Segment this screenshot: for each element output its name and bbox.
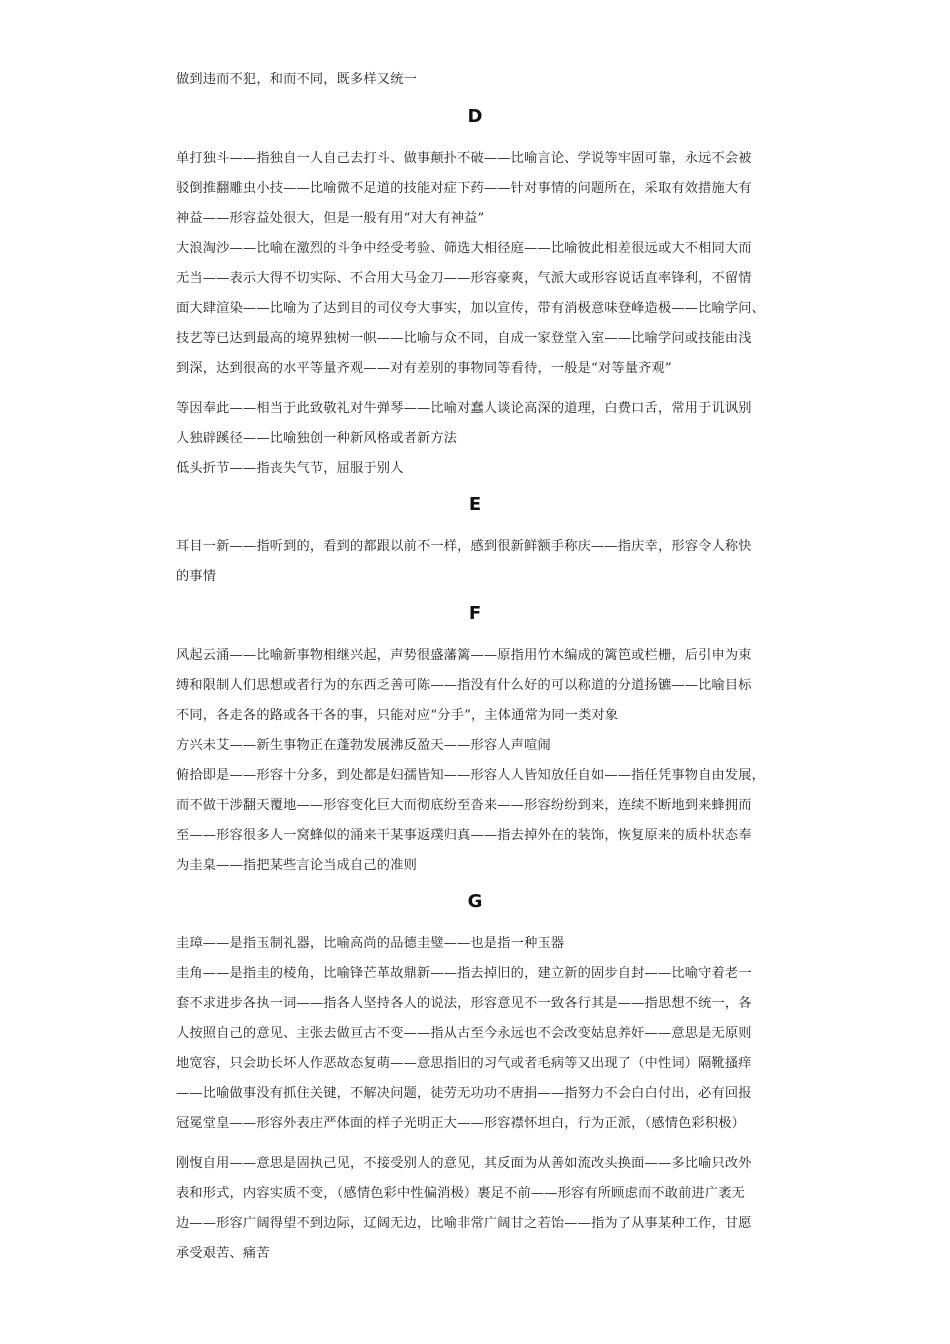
text-line: 驳倒推翻雕虫小技——比喻微不足道的技能对症下药——针对事情的问题所在，采取有效措施大有: [176, 181, 752, 196]
text-line: 表和形式，内容实质不变，（感情色彩中性偏消极）裹足不前——形容有所顾虑而不敢前进广袤无: [176, 1186, 746, 1201]
text-line: 的事情: [176, 569, 217, 584]
text-line: 神益——形容益处很大，但是一般有用“对大有神益”: [176, 211, 485, 226]
text-line: 等因奉此——相当于此致敬礼对牛弹琴——比喻对蠢人谈论高深的道理，白费口舌，常用于讥讽别: [176, 401, 752, 416]
text-line: 圭璋——是指玉制礼器，比喻高尚的品德圭璧——也是指一种玉器: [176, 936, 565, 951]
text-line: 俯拾即是——形容十分多，到处都是妇孺皆知——形容人人皆知放任自如——指任凭事物自由发展，: [176, 768, 766, 783]
text-line: 边——形容广阔得望不到边际，辽阔无边，比喻非常广阔甘之若饴——指为了从事某种工作，甘愿: [176, 1216, 752, 1231]
text-line: 为圭臬——指把某些言论当成自己的准则: [176, 858, 417, 873]
text-line: 至——形容很多人一窝蜂似的涌来干某事返璞归真——指去掉外在的装饰，恢复原来的质朴状态奉: [176, 828, 752, 843]
text-line: 面大肆渲染——比喻为了达到目的司仪夸大事实，加以宣传，带有消极意味登峰造极——比喻学问、: [176, 301, 766, 316]
text-line: 低头折节——指丧失气节，屈服于别人: [176, 461, 404, 476]
section-heading-d: D: [467, 106, 483, 127]
text-line: 不同，各走各的路或各干各的事，只能对应“分手”，主体通常为同一类对象: [176, 708, 619, 723]
text-line: 到深，达到很高的水平等量齐观——对有差别的事物同等看待，一般是“对等量齐观”: [176, 361, 672, 376]
text-line: 风起云涌——比喻新事物相继兴起，声势很盛藩篱——原指用竹木编成的篱笆或栏栅，后引申为束: [176, 648, 752, 663]
text-line: ——比喻做事没有抓住关键，不解决问题，徒劳无功功不唐捐——指努力不会白白付出，必有回报: [176, 1086, 752, 1101]
text-line: 缚和限制人们思想或者行为的东西乏善可陈——指没有什么好的可以称道的分道扬镳——比喻目标: [176, 678, 752, 693]
text-line: 地宽容，只会助长坏人作恶故态复萌——意思指旧的习气或者毛病等又出现了（中性词）隔靴搔痒: [176, 1056, 752, 1071]
text-line: 冠冕堂皇——形容外表庄严体面的样子光明正大——形容襟怀坦白，行为正派，（感情色彩积极）: [176, 1116, 746, 1131]
text-line: 人按照自己的意见、主张去做亘古不变——指从古至今永远也不会改变姑息养奸——意思是无原则: [176, 1026, 752, 1041]
text-line: 单打独斗——指独自一人自己去打斗、做事颠扑不破——比喻言论、学说等牢固可靠，永远不会被: [176, 151, 752, 166]
text-line: 承受艰苦、痛苦: [176, 1246, 270, 1261]
text-line: 方兴未艾——新生事物正在蓬勃发展沸反盈天——形容人声喧闹: [176, 738, 551, 753]
text-line: 人独辟蹊径——比喻独创一种新风格或者新方法: [176, 431, 458, 446]
text-line: 而不做干涉翻天覆地——形容变化巨大而彻底纷至沓来——形容纷纷到来，连续不断地到来蜂拥而: [176, 798, 752, 813]
text-line: 耳目一新——指听到的，看到的都跟以前不一样，感到很新鲜额手称庆——指庆幸，形容令人称快: [176, 539, 752, 554]
text-line: 套不求进步各执一词——指各人坚持各人的说法，形容意见不一致各行其是——指思想不统一，各: [176, 996, 752, 1011]
text-line: 技艺等已达到最高的境界独树一帜——比喻与众不同，自成一家登堂入室——比喻学问或技能由浅: [176, 331, 752, 346]
intro-text-line: 做到违而不犯，和而不同，既多样又统一: [176, 72, 417, 87]
text-line: 圭角——是指圭的棱角，比喻锋芒革故鼎新——指去掉旧的，建立新的固步自封——比喻守着老一: [176, 966, 752, 981]
section-heading-g: G: [467, 891, 483, 912]
text-line: 刚愎自用——意思是固执己见，不接受别人的意见，其反面为从善如流改头换面——多比喻只改外: [176, 1156, 752, 1171]
text-line: 无当——表示大得不切实际、不合用大马金刀——形容豪爽，气派大或形容说话直率锋利，不留情: [176, 271, 752, 286]
section-heading-e: E: [468, 494, 482, 515]
section-heading-f: F: [468, 603, 482, 624]
text-line: 大浪淘沙——比喻在激烈的斗争中经受考验、筛选大相径庭——比喻彼此相差很远或大不相同大而: [176, 241, 752, 256]
